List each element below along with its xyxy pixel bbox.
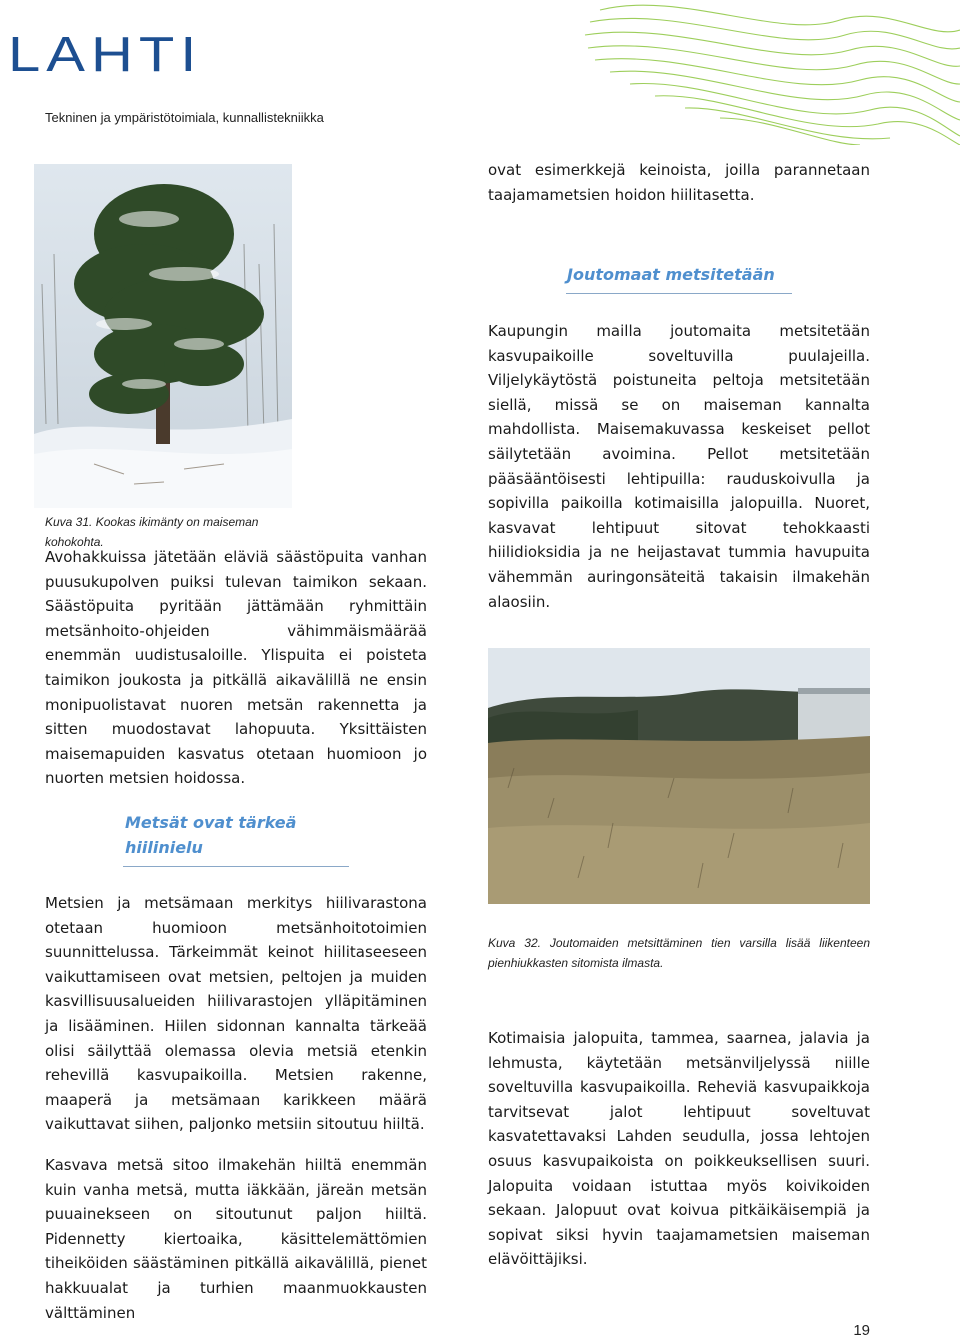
left-paragraph-3: Kasvava metsä sitoo ilmakehän hiiltä enemmän kuin vanha metsä, mutta iäkkään, järeän metsän puuainekseen on sitoutunut paljon hiiltä. Pidennetty kiertoaika, käsittelemättömien tiheiköiden säästäminen pitkällä aikavälillä, pienet hakkuualat ja turhien maanmuokkausten välttäminen	[45, 1156, 427, 1322]
left-paragraph-1: Avohakkuissa jätetään eläviä säästöpuita vanhan puusukupolven puiksi tulevan taimikon sekaan. Säästöpuita pyritään jättämään ryhmittäin metsänhoito-ohjeiden vähimmäismäärää enemmän uudistusaloille. Ylispuita ei poisteta taimikon joukosta ja pitkällä aikavälillä ne ensin monipuolistavat nuoren metsän rakennetta ja sitten muodostavat lahopuuta. Yksittäisten maisemapuiden kasvatus otetaan huomioon jo nuorten metsien hoidossa.	[45, 548, 427, 788]
right-paragraph-2: Kotimaisia jalopuita, tammea, saarnea, jalavia ja lehmusta, käytetään metsänviljelyssä niille soveltuvilla kasvupaikoilla. Reheviä kasvupaikkoja tarvitsevat jalot lehtipuut soveltuvat kasvatettavaksi Lahden seudulla, jossa lehtojen osuus kasvupaikoista on poikkeuksellisen suuri. Jalopuita voidaan istuttaa myös koivikoiden sekaan. Jalopuut ovat koivua pitkäikäisempiä ja sopivat siksi hyvin taajamametsien maiseman elävöittäjiksi.	[488, 1029, 870, 1269]
figure-32-label: Kuva 32.	[488, 936, 541, 950]
left-paragraph-2: Metsien ja metsämaan merkitys hiilivarastona otetaan huomioon metsänhoitotoimien suunnittelussa. Tärkeimmät keinot hiilitaseeseen vaikuttamiseen ovat metsien, peltojen ja muiden kasvillisuusalueiden hiilivarastojen ylläpitäminen ja lisääminen. Hiilen sidonnan kannalta tärkeää olisi säilyttää olemassa olevia metsiä etenkin rehevillä kasvupaikoilla. Metsien rakenne, maaperä ja metsämaan karikkeen määrä vaikuttavat siihen, paljonko metsiin sitoutuu hiiltä.	[45, 894, 427, 1134]
department-line: Tekninen ja ympäristötoimiala, kunnallistekniikka	[45, 110, 324, 125]
lahti-logo: LAHTI	[8, 26, 203, 82]
section-heading-joutomaat: Joutomaat metsitetään	[567, 265, 775, 284]
page-number: 19	[853, 1322, 870, 1339]
figure-31-photo	[34, 164, 292, 508]
heading-underline-right	[566, 293, 792, 294]
contour-lines-decoration	[560, 0, 960, 145]
figure-32-caption	[488, 933, 870, 973]
heading-underline-left	[123, 866, 349, 867]
figure-32-photo	[488, 648, 870, 904]
right-paragraph-1: Kaupungin mailla joutomaita metsitetään kasvupaikoille soveltuvilla puulajeilla. Viljelykäytöstä poistuneita peltoja metsitetään siellä, missä se on maiseman kannalta mahdollista. Maisemakuvassa keskeiset pellot säilytetään avoimina. Pellot metsitetään pääsääntöisesti lehtipuilla: rauduskoivulla ja sopivilla paikoilla kotimaisilla jalopuilla. Nuoret, kasvavat lehtipuut sitovat tehokkaasti hiilidioksidia ja ne heijastavat tummia havupuita vähemmän auringonsäteitä takaisin ilmakehän alaosiin.	[488, 322, 870, 611]
figure-32-caption-text: Joutomaiden metsittäminen tien varsilla lisää liikenteen pienhiukkasten sitomista ilmasta.	[488, 936, 871, 970]
section-heading-hiilinielu: Metsät ovat tärkeä hiilinielu	[125, 813, 297, 857]
right-paragraph-top: ovat esimerkkejä keinoista, joilla parannetaan taajamametsien hoidon hiilitasetta.	[488, 161, 870, 204]
figure-31-caption-text: Kookas ikimänty on maiseman kohokohta.	[45, 515, 259, 549]
figure-31-label: Kuva 31.	[45, 515, 93, 529]
